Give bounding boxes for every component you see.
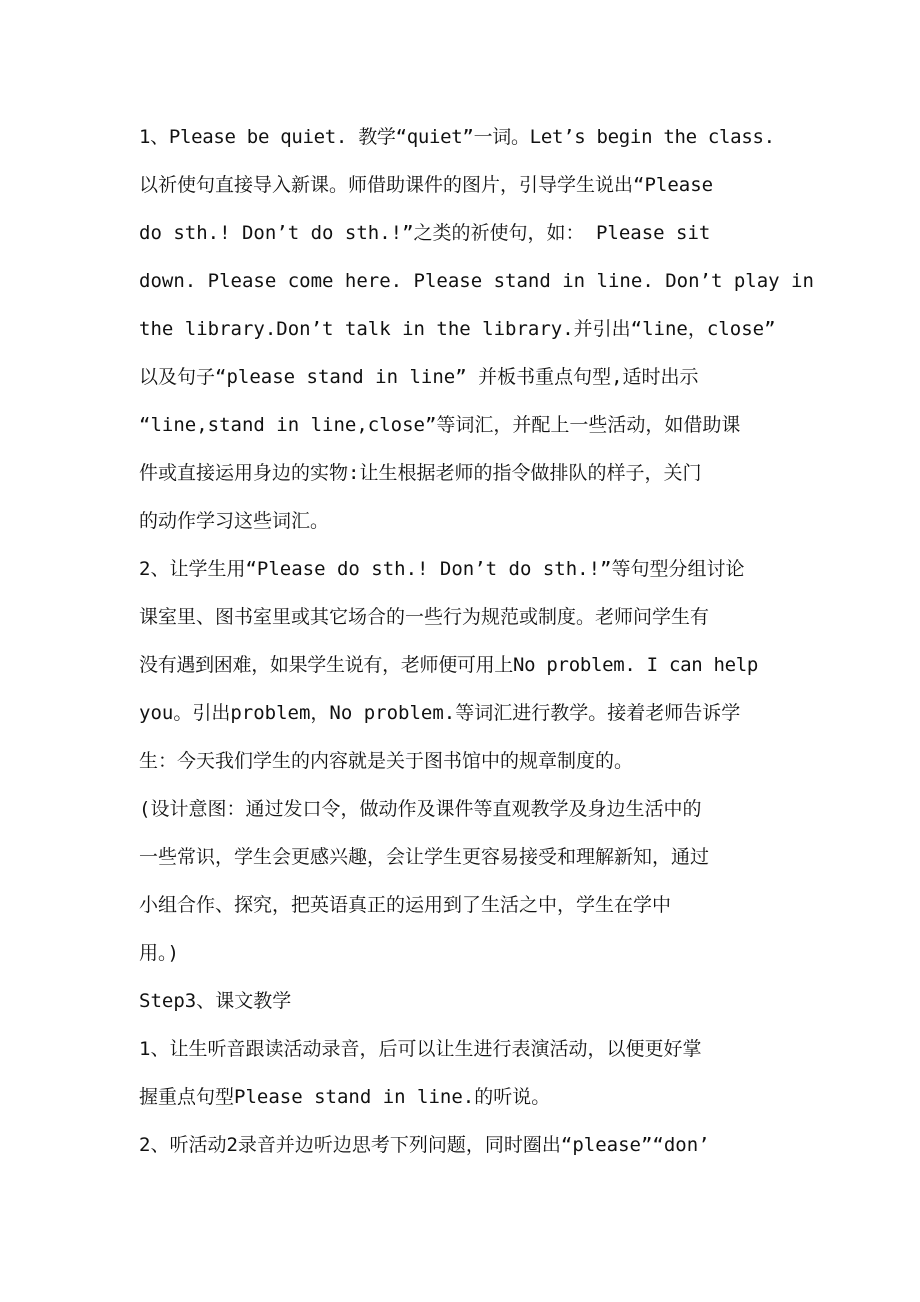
text-line-5: the library.Don’t talk in the library.并引出“line，close” <box>139 318 776 340</box>
text-line-9: 的动作学习这些词汇。 <box>139 510 330 532</box>
text-line-11: 课室里、图书室里或其它场合的一些行为规范或制度。老师问学生有 <box>139 606 710 628</box>
text-line-12: 没有遇到困难，如果学生说有，老师便可用上No problem. I can help <box>139 654 759 676</box>
text-line-4: down. Please come here. Please stand in line. Don’t play in <box>139 270 814 292</box>
text-line-10: 2、让学生用“Please do sth.! Don’t do sth.!”等句型分组讨论 <box>139 558 745 580</box>
text-line-6: 以及句子“please stand in line” 并板书重点句型,适时出示 <box>139 366 699 388</box>
text-line-18: 用。) <box>139 942 179 964</box>
text-line-13: you。引出problem，No problem.等词汇进行教学。接着老师告诉学 <box>139 702 741 724</box>
text-line-1: 1、Please be quiet. 教学“quiet”一词。Let’s begin the class. <box>139 126 775 148</box>
section-heading-step3: Step3、课文教学 <box>139 990 292 1012</box>
text-line-15: (设计意图：通过发口令，做动作及课件等直观教学及身边生活中的 <box>139 798 702 820</box>
text-line-22: 2、听活动2录音并边听边思考下列问题，同时圈出“please”“don’ <box>139 1134 710 1156</box>
text-line-3: do sth.! Don’t do sth.!”之类的祈使句，如： Please sit <box>139 222 711 244</box>
text-line-8: 件或直接运用身边的实物:让生根据老师的指令做排队的样子，关门 <box>139 462 702 484</box>
text-line-7: “line,stand in line,close”等词汇，并配上一些活动，如借助课 <box>139 414 741 436</box>
text-line-20: 1、让生听音跟读活动录音，后可以让生进行表演活动，以便更好掌 <box>139 1038 702 1060</box>
text-line-2: 以祈使句直接导入新课。师借助课件的图片，引导学生说出“Please <box>139 174 714 196</box>
text-line-14: 生：今天我们学生的内容就是关于图书馆中的规章制度的。 <box>139 750 634 772</box>
text-line-21: 握重点句型Please stand in line.的听说。 <box>139 1086 551 1108</box>
text-line-17: 小组合作、探究，把英语真正的运用到了生活之中，学生在学中 <box>139 894 672 916</box>
text-line-16: 一些常识，学生会更感兴趣，会让学生更容易接受和理解新知，通过 <box>139 846 710 868</box>
